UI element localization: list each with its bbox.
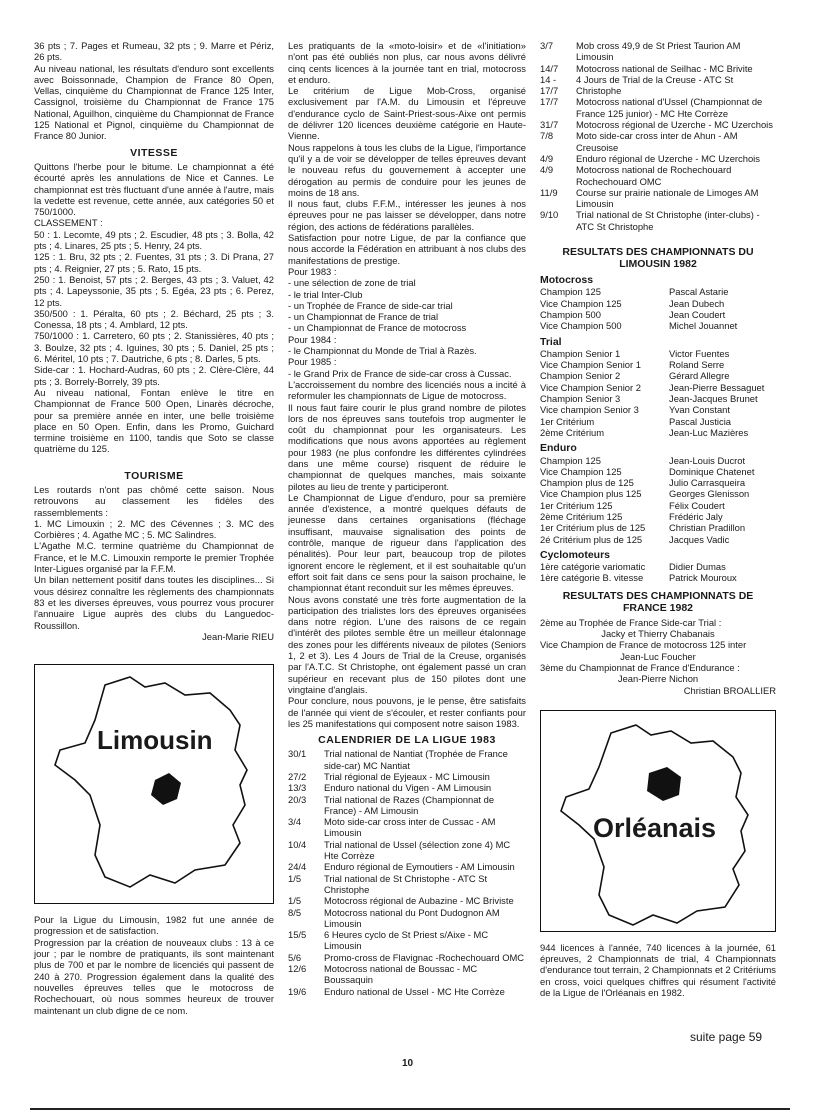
- paragraph: 944 licences à l'année, 740 licences à la journée, 61 épreuves, 2 Championnats de trial, 4 Championnats d'endurance tout terrain, 2 Championnats et 2 Critériums en cross, voici quelques chiffres qui résument l'activité de la Ligue de l'Orléanais en 1982.: [540, 941, 776, 999]
- result-row: [540, 404, 776, 415]
- calendar-row: [540, 119, 776, 130]
- result-row: [540, 477, 776, 488]
- calendar-event: Course sur prairie nationale de Limoges AM Limousin: [576, 186, 759, 210]
- result-line: Vice Champion de France de motocross 125 inter: [540, 639, 747, 651]
- calendar-date: 12/6: [288, 963, 307, 975]
- section-heading-vitesse: VITESSE: [130, 146, 178, 159]
- calendar-event: Trial national de Ussel (sélection zone 4) MC Hte Corrèze: [324, 838, 511, 862]
- result-rank: 2ème Critérium 125: [540, 510, 623, 522]
- paragraph: Nous avons constaté une très forte augmentation de la participation des trialistes lors des épreuves organisées dans notre région. L'une des raisons de ce regain d'intérêt des pilotes semble être un meilleur étalonnage des zones pour les différents niveaux de pilotes (Seniors 1, 2 et 3). Les 4 Jours de Trial de la Creuse, organisés par l'A.T.C. St Christophe, ont également passé un cran supérieur en recevant plus de 150 pilotes dont une vingtaine d'anglais.: [288, 593, 526, 695]
- calendar-event: Trial national de St Christophe (inter-clubs) - ATC St Christophe: [576, 209, 760, 232]
- list-1983: [288, 277, 526, 333]
- classement-350: 350/500 : 1. Péralta, 60 pts ; 2. Béchard, 25 pts ; 3. Conessa, 18 pts ; 4. Amblard, 12 pts.: [34, 307, 274, 331]
- calendar-date: 30/1: [288, 748, 307, 760]
- result-row: [540, 511, 776, 522]
- paragraph: Pour conclure, nous pouvons, je le pense, être satisfaits de l'année qui vient de s'écouler, et rester confiants pour les 25 manifestations qui composent notre saison 1983.: [288, 695, 526, 729]
- list-item: - une sélection de zone de trial: [288, 277, 416, 289]
- calendar-row: [540, 40, 776, 63]
- calendar-date: 9/10: [540, 209, 559, 221]
- result-rank: Champion Senior 2: [540, 370, 621, 382]
- calendar-date: 4/9: [540, 152, 554, 164]
- list-item: - un Championnat de France de trial: [288, 311, 439, 323]
- calendar-event: Trial national de Nantiat (Trophée de France side-car) MC Nantiat: [324, 748, 508, 771]
- list-item: - un Trophée de France de side-car trial: [288, 299, 453, 311]
- calendar-event: 6 Heures cyclo de St Priest s/Aixe - MC Limousin: [324, 929, 489, 952]
- result-rank: Champion plus de 125: [540, 477, 634, 489]
- signature: Christian BROALLIER: [683, 684, 776, 696]
- calendar-event: Mob cross 49,9 de St Priest Taurion AM Limousin: [576, 40, 741, 63]
- calendar-date: 15/5: [288, 929, 307, 941]
- calendar-event: Motocross régional de Aubazine - MC Briviste: [324, 895, 514, 907]
- calendar-heading: CALENDRIER DE LA LIGUE 1983: [318, 734, 496, 747]
- calendar-row: [540, 209, 776, 232]
- result-rank: Champion 125: [540, 286, 601, 298]
- calendar-row: [288, 839, 526, 862]
- result-name: Jean Coudert: [669, 308, 726, 320]
- result-row: [540, 348, 776, 359]
- calendar-row: [288, 963, 526, 986]
- calendar-date: 3/7: [540, 40, 554, 51]
- result-name: Jean-Luc Mazières: [669, 426, 749, 438]
- calendar-date: 11/9: [540, 186, 558, 198]
- paragraph: Il nous faut, clubs F.F.M., intéresser les jeunes à nos épreuves pour ne pas laisser se développer, dans notre région, des actions de fédérations parallèles.: [288, 198, 526, 232]
- result-rank: Champion Senior 1: [540, 347, 621, 359]
- section-heading-tourisme: TOURISME: [124, 469, 184, 482]
- result-row: [540, 500, 776, 511]
- results-trial: [540, 348, 776, 438]
- result-row: [540, 393, 776, 404]
- calendar-event: Moto side-car cross inter de Cussac - AM Limousin: [324, 816, 496, 839]
- calendar-row: [540, 85, 776, 96]
- map-label: Orléanais: [593, 812, 717, 843]
- calendar-event: Motocross national de Rochechouard Rochechouard OMC: [576, 164, 732, 187]
- result-row: [540, 359, 776, 370]
- result-rank: Vice Champion 500: [540, 320, 622, 332]
- column-3: [540, 40, 776, 998]
- calendar-event: Motocross national d'Ussel (Championnat de France 125 junior) - MC Hte Corrèze: [576, 96, 763, 119]
- result-row: [540, 286, 776, 297]
- calendar-event: Motocross national du Pont Dudognon AM Limousin: [324, 906, 500, 929]
- calendar-row: [288, 861, 526, 872]
- result-rank: Vice Champion Senior 1: [540, 359, 641, 371]
- result-name: Jean Dubech: [669, 297, 725, 309]
- paragraph: Les routards n'ont pas chômé cette saison. Nous retrouvons au classement les fidèles des rassemblements :: [34, 483, 274, 518]
- classement-sidecar: Side-car : 1. Hochard-Audras, 60 pts ; 2. Clère-Clère, 44 pts ; 3. Borrely-Borrely, 39 pts.: [34, 364, 274, 387]
- category-trial: Trial: [540, 335, 562, 348]
- paragraph: 36 pts ; 7. Pages et Rumeau, 32 pts ; 9. Marre et Périz, 26 pts.: [34, 40, 274, 63]
- calendar-row: [540, 63, 776, 74]
- result-row: [540, 488, 776, 499]
- calendar-date: 8/5: [288, 906, 302, 918]
- result-row: [540, 416, 776, 427]
- calendar-event: Promo-cross de Flavignac -Rochechouard OMC: [324, 951, 525, 963]
- calendar-event: Christophe: [576, 85, 622, 97]
- calendar-row: [540, 164, 776, 187]
- calendar-date: 1/5: [288, 872, 302, 884]
- year-label: Pour 1984 :: [288, 333, 337, 345]
- calendar-row: [288, 794, 526, 817]
- paragraph: 1. MC Limouxin ; 2. MC des Cévennes ; 3. MC des Corbières ; 4. Agathe MC ; 5. MC Salindres.: [34, 517, 274, 541]
- list-item: - un Championnat de France de motocross: [288, 322, 467, 334]
- result-row: [540, 309, 776, 320]
- calendar-event: Motocross national de Boussac - MC Boussaquin: [324, 963, 478, 986]
- calendar-date: 13/3: [288, 782, 307, 794]
- page-number: 10: [401, 1058, 414, 1069]
- result-rank: 1er Critérium 125: [540, 499, 613, 511]
- orleanais-map: [540, 710, 776, 932]
- calendar-date: 3/4: [288, 816, 302, 828]
- result-row: [540, 561, 776, 572]
- calendar-event: Enduro national du Vigen - AM Limousin: [324, 782, 492, 794]
- result-rank: Vice Champion Senior 2: [540, 381, 641, 393]
- calendar-event: 4 Jours de Trial de la Creuse - ATC St: [576, 73, 734, 85]
- result-rank: Vice Champion 125: [540, 465, 622, 477]
- signature: Jean-Marie RIEU: [202, 630, 274, 642]
- calendar-date: 10/4: [288, 838, 307, 850]
- paragraph: Nous rappelons à tous les clubs de la Ligue, l'importance qu'il y a de voir se développer de telles épreuves devant le nouveau refus du gouvernement à accepter une dérogation au permis de conduire pour les jeunes de moins de 18 ans.: [288, 141, 526, 198]
- calendar-row: [540, 187, 776, 210]
- classement-label: CLASSEMENT :: [34, 217, 103, 229]
- calendar-row: [288, 771, 526, 782]
- result-rank: Vice champion Senior 3: [540, 404, 639, 416]
- calendar-event: Motocross national de Seilhac - MC Brivite: [576, 62, 753, 74]
- calendar-row: [288, 782, 526, 793]
- paragraph: Un bilan nettement positif dans toutes les disciplines... Si vous désirez connaître les règlements des championnats 83 et les diverses épreuves, vous pourrez vous procurer l'annuaire Ligue auprès des clubs du Languedoc-Roussillon.: [34, 574, 274, 631]
- calendar-row: [288, 816, 526, 839]
- paragraph: Progression par la création de nouveaux clubs : 13 à ce jour ; par le nombre de pratiquants, ils sont maintenant plus de 700 et par le nombre de licenciés qui passent de 240 à 270. Progression également dans la qualité des nouvelles épreuves telles que le motocross de Rochechouart, où nous sommes heureux de trouver maintenant un club digne de ce nom.: [34, 936, 274, 1016]
- result-line: 2ème au Trophée de France Side-car Trial :: [540, 616, 722, 628]
- result-rank: 1er Critérium plus de 125: [540, 522, 646, 534]
- result-rank: 2é Critérium plus de 125: [540, 533, 643, 545]
- limousin-map: [34, 664, 274, 904]
- calendar-row: [288, 952, 526, 963]
- map-label: Limousin: [97, 725, 213, 756]
- result-rank: 2ème Critérium: [540, 426, 605, 438]
- result-name: Didier Dumas: [669, 561, 726, 573]
- result-row: [540, 534, 776, 545]
- result-name: Julio Carrasqueira: [669, 477, 746, 489]
- calendar-date: 4/9: [540, 164, 554, 176]
- result-row: [540, 522, 776, 533]
- result-rank: Champion 125: [540, 454, 601, 466]
- region-highlight: [647, 767, 681, 801]
- paragraph: Au niveau national, les résultats d'enduro sont excellents avec Boissonnade, Champion de France 80 Open, Vellas, cinquième du Championnat de France 125 Inter, Cassignol, troisième du Championnat de France 175 National, Aguilhon, cinquième du Championnat de France 125 National et Pignol, cinquième du Championnat de France 80 Junior.: [34, 62, 274, 142]
- calendar-event: Moto side-car cross inter de Ahun - AM Creusoise: [576, 130, 738, 153]
- result-name: Christian Pradillon: [669, 522, 746, 534]
- paragraph: Pour la Ligue du Limousin, 1982 fut une année de progression et de satisfaction.: [34, 914, 274, 937]
- calendar-event: Trial national de St Christophe - ATC St Christophe: [324, 872, 488, 895]
- category-cyclo: Cyclomoteurs: [540, 548, 611, 561]
- result-name: Jacques Vadic: [669, 533, 730, 545]
- classement-250: 250 : 1. Benoist, 57 pts ; 2. Berges, 43 pts ; 3. Valuet, 42 pts ; 4. Lapeyssonie, 35 pts ; 5. Egéa, 23 pts ; 6. Perez, 12 pts.: [34, 273, 274, 308]
- calendar-row: [540, 130, 776, 153]
- calendar-event: Trial national de Razes (Championnat de France) - AM Limousin: [324, 793, 495, 816]
- paragraph: Quittons l'herbe pour le bitume. Le championnat a été écourté après les annulations de Nice et Cannes. Le championnat est très fluctuant d'une année à l'autre, mais la vedette est revenue, cette année, aux catégories 50 et 750/1000.: [34, 160, 274, 218]
- results-cyclo: [540, 561, 776, 584]
- result-line: Jean-Luc Foucher: [620, 650, 696, 662]
- calendar-row: [288, 895, 526, 906]
- continued-note: suite page 59: [690, 1030, 763, 1044]
- result-row: [540, 466, 776, 477]
- result-name: Patrick Mouroux: [669, 572, 737, 584]
- classement-125: 125 : 1. Bru, 32 pts ; 2. Fuentes, 31 pts ; 3. Di Prana, 27 pts ; 4. Reignier, 27 pts ; 5. Rato, 15 pts.: [34, 251, 274, 274]
- year-label: Pour 1985 :: [288, 356, 337, 368]
- result-row: [540, 572, 776, 583]
- calendar-date: 17/7: [540, 85, 559, 97]
- result-name: Gérard Allegre: [669, 370, 730, 382]
- calendar-row: [540, 153, 776, 164]
- paragraph: Le critérium de Ligue Mob-Cross, organisé exclusivement par l'A.M. du Limousin et l'épreuve d'endurance cyclo de Saint-Priest-sous-Aixe ont permis de délivrer 120 licences deuxième catégorie en Haute-Vienne.: [288, 85, 526, 142]
- classement-750: 750/1000 : 1. Carretero, 60 pts ; 2. Stanissières, 40 pts ; 3. Boulze, 32 pts ; 4. Iguines, 30 pts ; 5. Daniel, 25 pts ; 6. Méritel, 10 pts ; 7. Dautriche, 6 pts ; 8. Darles, 5 pts.: [34, 330, 274, 365]
- paragraph: Les pratiquants de la «moto-loisir» et de «l'initiation» n'ont pas été oubliés non plus, car nous avons délivré cinq cents licences à la journée tant en trial, motocross et enduro.: [288, 40, 526, 85]
- region-highlight: [151, 773, 181, 805]
- list-item: - le trial Inter-Club: [288, 288, 363, 300]
- calendar-row: [288, 929, 526, 952]
- paragraph: L'accroissement du nombre des licenciés nous a incité à reformuler les championnats de Ligue de motocross.: [288, 378, 526, 402]
- result-name: Jean-Jacques Brunet: [669, 393, 758, 405]
- bottom-rule: [30, 1108, 790, 1110]
- result-row: [540, 298, 776, 309]
- column-2: [288, 40, 526, 997]
- result-name: Félix Coudert: [669, 499, 725, 511]
- result-rank: 1er Critérium: [540, 415, 595, 427]
- paragraph: Au niveau national, Fontan enlève le titre en Championnat de France 500 Open, Linarès décroche, pour sa première année en inter, une belle troisième place en 50 Open. Enfin, dans les Promo, Guichard termine troisième en 1100, tandis que Soto se classe quatrième du 125.: [34, 386, 274, 455]
- result-name: Frédéric Jaly: [669, 510, 723, 522]
- result-row: [540, 370, 776, 381]
- calendar-row: [540, 96, 776, 119]
- calendar-event: Enduro régional de Uzerche - MC Uzerchois: [576, 152, 760, 164]
- calendar-event: Trial régional de Eyjeaux - MC Limousin: [324, 771, 490, 782]
- calendar-date: 17/7: [540, 96, 559, 108]
- calendar-date: 19/6: [288, 985, 307, 997]
- result-name: Jean-Louis Ducrot: [669, 454, 746, 466]
- paragraph: Le Championnat de Ligue d'enduro, pour sa première année d'existence, a montré quelques défauts de jeunesse dans certaines organisations (fléchage insuffisant, mauvaise signalisation des points de contrôle, manque de rigueur dans l'application des pénalités). Pour leur part, beaucoup trop de pilotes ignorent encore le règlement, et il est souhaitable qu'un effort soit fait dans ce sens pour la saison prochaine, le championnat étant reconduit sur les mêmes épreuves.: [288, 491, 526, 594]
- result-name: Jean-Pierre Bessaguet: [669, 381, 765, 393]
- calendar-date: 1/5: [288, 895, 302, 907]
- paragraph: L'Agathe M.C. termine quatrième du Championnat de France, et le M.C. Limouxin remporte le premier Trophée Inter-Ligues organisé par la F.F.M.: [34, 540, 274, 575]
- calendar-row: [288, 986, 526, 997]
- result-name: Dominique Chatenet: [669, 465, 755, 477]
- result-name: Pascal Astarie: [669, 286, 729, 298]
- result-rank: Vice Champion 125: [540, 297, 622, 309]
- calendar-row: [540, 74, 776, 85]
- paragraph: Satisfaction pour notre Ligue, de par la confiance que nous accorde la Fédération en attribuant à nos clubs des manifestations de prestige.: [288, 232, 526, 266]
- result-rank: 1ère catégorie B. vitesse: [540, 572, 644, 584]
- result-row: [540, 455, 776, 466]
- result-rank: 1ère catégorie variomatic: [540, 561, 646, 573]
- calendar-date: 20/3: [288, 793, 307, 805]
- category-motocross: Motocross: [540, 274, 594, 287]
- results-heading: RESULTATS DES CHAMPIONNATS DU LIMOUSIN 1982: [562, 246, 754, 271]
- list-1984: [288, 345, 526, 356]
- result-row: [540, 427, 776, 438]
- list-item: - le Championnat du Monde de Trial à Razès.: [288, 345, 477, 357]
- result-row: [540, 320, 776, 331]
- france-outline-icon: [35, 665, 274, 903]
- column-1: [34, 40, 274, 1016]
- result-line: Jean-Pierre Nichon: [617, 673, 699, 685]
- results-motocross: [540, 286, 776, 331]
- category-enduro: Enduro: [540, 442, 577, 455]
- result-rank: Champion Senior 3: [540, 393, 621, 405]
- calendar-event: Enduro national de Ussel - MC Hte Corrèze: [324, 985, 505, 997]
- result-name: Yvan Constant: [669, 404, 730, 416]
- result-name: Georges Glenisson: [669, 488, 750, 500]
- calendar-list: [540, 40, 776, 232]
- result-line: 3ème du Championnat de France d'Endurance :: [540, 661, 740, 673]
- calendar-event: Motocross régional de Uzerche - MC Uzerchois: [576, 119, 773, 131]
- result-row: [540, 382, 776, 393]
- result-name: Victor Fuentes: [669, 347, 730, 359]
- calendar-event: Enduro régional de Eymoutiers - AM Limousin: [324, 861, 515, 873]
- calendar-list: [288, 748, 526, 997]
- calendar-date: 27/2: [288, 771, 307, 782]
- classement-50: 50 : 1. Lecomte, 49 pts ; 2. Escudier, 48 pts ; 3. Bolla, 42 pts ; 4. Linares, 25 pts ; 5. Henry, 24 pts.: [34, 228, 274, 252]
- result-name: Michel Jouannet: [669, 320, 738, 332]
- calendar-date: 24/4: [288, 861, 307, 873]
- year-label: Pour 1983 :: [288, 265, 337, 277]
- calendar-date: 7/8: [540, 130, 554, 142]
- result-rank: Champion 500: [540, 308, 601, 320]
- result-rank: Vice Champion plus 125: [540, 488, 642, 500]
- list-item: - le Grand Prix de France de side-car cross à Cussac.: [288, 367, 512, 379]
- calendar-row: [288, 873, 526, 896]
- results-france-heading: RESULTATS DES CHAMPIONNATS DE FRANCE 1982: [562, 589, 754, 614]
- calendar-date: 14 -: [540, 73, 557, 85]
- result-name: Pascal Justicia: [669, 415, 732, 427]
- list-1985: [288, 368, 526, 379]
- calendar-date: 14/7: [540, 62, 559, 74]
- result-name: Roland Serre: [669, 359, 725, 371]
- paragraph: Il nous faut faire courir le plus grand nombre de pilotes lors de nos épreuves sans toutefois trop augmenter le coût du championnat pour les organisateurs. Les modifications que nous avons apportées au règlement pour 1983 (ne plus confondre les différentes cylindrées dans une même course) risquent de réduire le championnat de quelques manches, mais soixante pilotes au lieu de trente y participeront.: [288, 401, 526, 492]
- result-line: Jacky et Thierry Chabanais: [601, 628, 715, 640]
- calendar-date: 31/7: [540, 119, 559, 131]
- calendar-date: 5/6: [288, 951, 302, 963]
- calendar-row: [288, 907, 526, 930]
- results-enduro: [540, 455, 776, 545]
- calendar-row: [288, 748, 526, 771]
